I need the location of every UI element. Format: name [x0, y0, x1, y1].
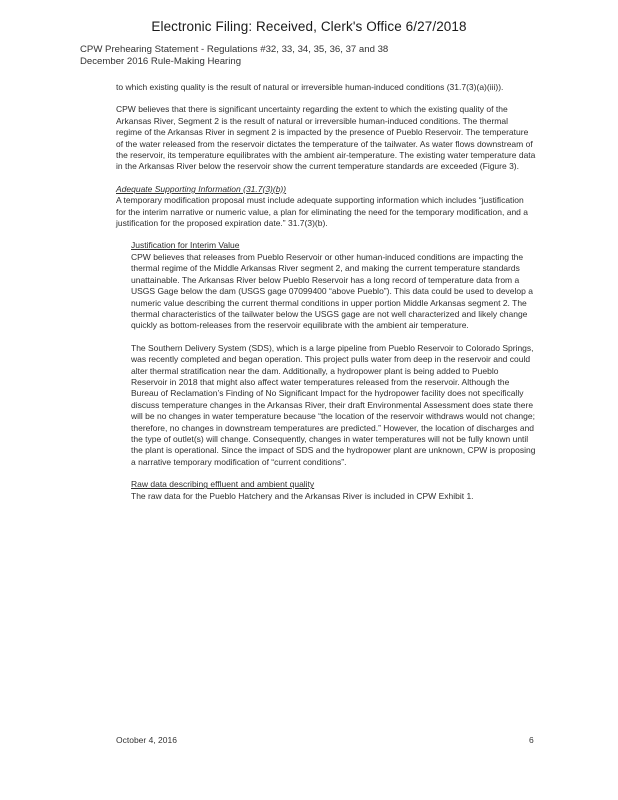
page-content [116, 82, 536, 502]
filing-stamp: Electronic Filing: Received, Clerk's Office 6/27/2018 [151, 19, 467, 34]
heading-adequate-supporting-information: Adequate Supporting Information (31.7(3)(b)) [116, 183, 287, 194]
heading-raw-data: Raw data describing effluent and ambient quality [131, 479, 315, 490]
paragraph-southern-delivery-system: The Southern Delivery System (SDS), which is a large pipeline from Pueblo Reservoir to Colorado Springs, was recently completed and began operation. This project pulls water from deep in the reservoir and could alter thermal stratification near the dam. Additionally, a hydropower plant is being added to Pueblo Reservoir in 2018 that might also affect water temperatures released from the reservoir. Although the Bureau of Reclamation’s Finding of No Significant Impact for the hydropower facility does not specifically discuss temperature changes in the Arkansas River, their draft Environmental Assessment does state there will be no changes in water temperature because “the location of the reservoir withdraws would not change; therefore, no changes in downstream temperatures are predicted.” However, the location of discharges and the type of outlet(s) will change. Consequently, changes in water temperatures will not be fully known until the plant is operational. Since the impact of SDS and the hydropower plant are unknown, CPW is proposing a narrative temporary modification of “current conditions”. [131, 342, 536, 467]
page-number: 6 [529, 735, 534, 745]
paragraph-justification: CPW believes that releases from Pueblo Reservoir or other human-induced conditions are impacting the thermal regime of the Middle Arkansas River segment 2, and making the current temperature standards unattainable. The Arkansas River below Pueblo Reservoir has a long record of temperature data from a USGS Gage below the dam (USGS gage 07099400 “above Pueblo”). This data could be used to develop a numeric value describing the current thermal conditions in upper portion Middle Arkansas segment 2. The thermal characteristics of the tailwater below the USGS gage are not well characterized and likely change quickly as bottom-releases from the reservoir equilibrate with the ambient air temperature. [131, 251, 533, 331]
subsection-justification [131, 240, 536, 502]
paragraph-uncertainty: CPW believes that there is significant uncertainty regarding the extent to which the existing quality of the Arkansas River, Segment 2 is the result of natural or irreversible human-induced conditions. The thermal regime of the Arkansas River in segment 2 is impacted by the presence of Pueblo Reservoir. The temperature of the water released from the reservoir dictates the temperature of the tailwater. As water flows downstream of the reservoir, its temperature equilibrates with the ambient air-temperature. The existing water temperature data in the Arkansas River below the reservoir show the current temperature standards are exceeded (Figure 3). [116, 104, 536, 172]
header-title: CPW Prehearing Statement - Regulations #32, 33, 34, 35, 36, 37 and 38 [80, 44, 389, 55]
footer-date: October 4, 2016 [116, 735, 177, 745]
paragraph-raw-data: The raw data for the Pueblo Hatchery and the Arkansas River is included in CPW Exhibit 1. [131, 490, 474, 501]
header-subtitle: December 2016 Rule-Making Hearing [80, 55, 242, 67]
paragraph-existing-quality: to which existing quality is the result of natural or irreversible human-induced conditions (31.7(3)(a)(iii)). [116, 82, 504, 92]
heading-justification-interim-value: Justification for Interim Value [131, 240, 240, 251]
paragraph-supporting-information: A temporary modification proposal must include adequate supporting information which includes “justification for the interim narrative or numeric value, a plan for eliminating the need for the temporary modification, and a justification for the proposed expiration date.” 31.7(3)(b). [116, 195, 528, 229]
document-header [80, 44, 388, 67]
